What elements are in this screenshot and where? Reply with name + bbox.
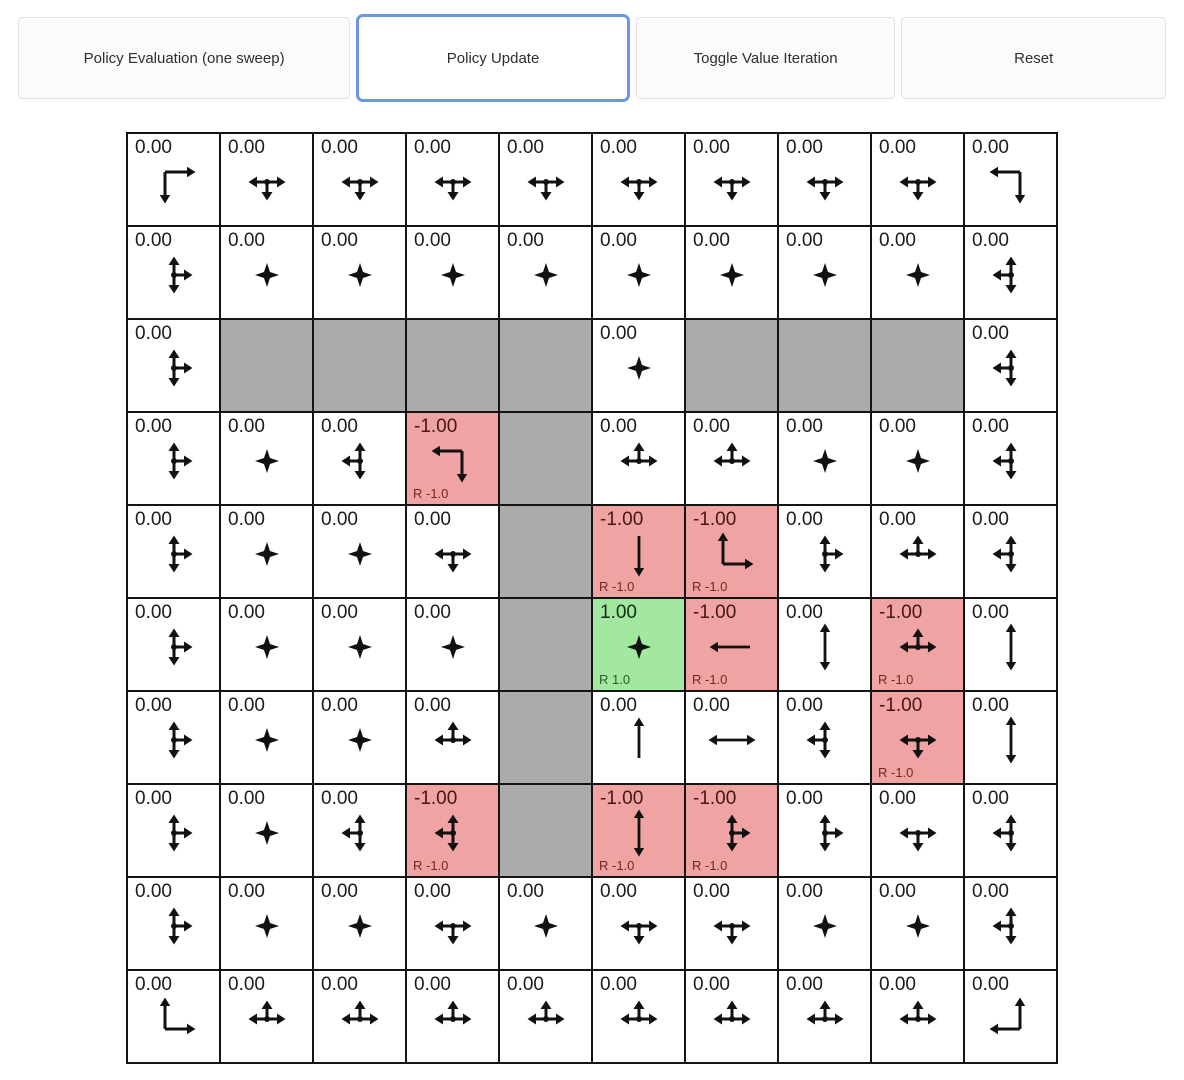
cell-value: 0.00	[600, 695, 637, 716]
grid-cell	[221, 227, 312, 318]
cell-reward-label: R -1.0	[692, 672, 728, 687]
wall-cell	[500, 692, 591, 783]
policy-arrows-icon	[330, 803, 390, 863]
policy-arrows-icon	[888, 803, 948, 863]
cell-value: 0.00	[600, 230, 637, 251]
grid-cell	[872, 878, 963, 969]
cell-value: -1.00	[414, 788, 458, 809]
cell-value: 0.00	[414, 230, 451, 251]
grid-cell	[686, 878, 777, 969]
grid-cell	[965, 506, 1056, 597]
grid-cell	[221, 878, 312, 969]
policy-arrows-icon	[330, 989, 390, 1049]
cell-value: 0.00	[228, 881, 265, 902]
cell-reward-label: R -1.0	[692, 579, 728, 594]
cell-value: 0.00	[321, 137, 358, 158]
grid-cell	[686, 599, 777, 690]
policy-arrows-icon	[981, 152, 1041, 212]
grid-cell	[779, 227, 870, 318]
policy-arrows-icon	[516, 989, 576, 1049]
grid-cell	[779, 878, 870, 969]
policy-arrows-icon	[237, 245, 297, 305]
grid-cell	[965, 413, 1056, 504]
grid-cell	[965, 320, 1056, 411]
policy-arrows-icon	[423, 710, 483, 770]
cell-value: 0.00	[879, 509, 916, 530]
grid-cell	[593, 878, 684, 969]
cell-value: 0.00	[414, 509, 451, 530]
gridworld	[126, 132, 1058, 1064]
policy-arrows-icon	[237, 896, 297, 956]
cell-value: 0.00	[972, 137, 1009, 158]
wall-cell	[500, 320, 591, 411]
cell-value: 0.00	[135, 881, 172, 902]
policy-arrows-icon	[330, 524, 390, 584]
policy-arrows-icon	[144, 896, 204, 956]
cell-value: 0.00	[321, 230, 358, 251]
cell-value: 0.00	[321, 695, 358, 716]
grid-cell	[407, 692, 498, 783]
grid-cell	[872, 506, 963, 597]
policy-evaluation-button[interactable]: Policy Evaluation (one sweep)	[18, 17, 350, 99]
cell-value: -1.00	[693, 509, 737, 530]
cell-value: 0.00	[693, 881, 730, 902]
policy-arrows-icon	[144, 431, 204, 491]
grid-cell	[128, 413, 219, 504]
policy-arrows-icon	[237, 152, 297, 212]
grid-cell	[965, 692, 1056, 783]
policy-arrows-icon	[609, 338, 669, 398]
grid-cell	[221, 413, 312, 504]
cell-value: 0.00	[972, 416, 1009, 437]
wall-cell	[500, 785, 591, 876]
policy-arrows-icon	[981, 245, 1041, 305]
grid-cell	[965, 599, 1056, 690]
cell-value: 0.00	[879, 230, 916, 251]
cell-value: 0.00	[321, 788, 358, 809]
cell-value: 0.00	[228, 509, 265, 530]
toggle-value-iteration-button[interactable]: Toggle Value Iteration	[636, 17, 896, 99]
cell-value: 0.00	[414, 602, 451, 623]
policy-arrows-icon	[144, 338, 204, 398]
wall-cell	[500, 599, 591, 690]
wall-cell	[872, 320, 963, 411]
cell-value: 0.00	[228, 137, 265, 158]
cell-value: 0.00	[507, 881, 544, 902]
cell-value: 0.00	[135, 509, 172, 530]
grid-cell	[128, 227, 219, 318]
grid-cell	[128, 320, 219, 411]
cell-value: 0.00	[693, 416, 730, 437]
cell-value: 0.00	[135, 137, 172, 158]
policy-arrows-icon	[609, 989, 669, 1049]
cell-value: -1.00	[693, 788, 737, 809]
policy-arrows-icon	[981, 896, 1041, 956]
grid-cell	[965, 878, 1056, 969]
policy-update-button[interactable]: Policy Update	[356, 14, 630, 102]
policy-arrows-icon	[237, 617, 297, 677]
grid-cell	[872, 971, 963, 1062]
policy-arrows-icon	[609, 710, 669, 770]
cell-value: 0.00	[786, 602, 823, 623]
grid-cell	[221, 971, 312, 1062]
cell-value: 0.00	[879, 416, 916, 437]
policy-arrows-icon	[423, 617, 483, 677]
cell-value: 0.00	[693, 974, 730, 995]
grid-cell	[686, 971, 777, 1062]
cell-value: 0.00	[135, 323, 172, 344]
wall-cell	[686, 320, 777, 411]
grid-cell	[593, 320, 684, 411]
cell-value: 0.00	[321, 416, 358, 437]
cell-value: 0.00	[600, 881, 637, 902]
cell-value: 0.00	[321, 881, 358, 902]
cell-value: 0.00	[135, 230, 172, 251]
policy-arrows-icon	[609, 431, 669, 491]
policy-arrows-icon	[330, 245, 390, 305]
wall-cell	[314, 320, 405, 411]
grid-cell	[314, 134, 405, 225]
policy-arrows-icon	[237, 989, 297, 1049]
cell-value: -1.00	[600, 509, 644, 530]
policy-arrows-icon	[330, 896, 390, 956]
grid-cell	[593, 413, 684, 504]
cell-value: 0.00	[786, 695, 823, 716]
grid-cell	[407, 134, 498, 225]
grid-cell	[314, 971, 405, 1062]
wall-cell	[500, 506, 591, 597]
policy-arrows-icon	[702, 803, 762, 863]
grid-cell	[872, 692, 963, 783]
policy-arrows-icon	[330, 431, 390, 491]
cell-value: 0.00	[972, 323, 1009, 344]
policy-arrows-icon	[330, 152, 390, 212]
grid-cell	[872, 227, 963, 318]
cell-value: 0.00	[135, 602, 172, 623]
cell-value: 0.00	[135, 974, 172, 995]
cell-value: 0.00	[972, 602, 1009, 623]
policy-arrows-icon	[237, 803, 297, 863]
policy-arrows-icon	[516, 245, 576, 305]
policy-arrows-icon	[609, 617, 669, 677]
grid-cell	[686, 506, 777, 597]
policy-arrows-icon	[981, 710, 1041, 770]
cell-value: 0.00	[693, 695, 730, 716]
cell-value: -1.00	[693, 602, 737, 623]
cell-value: 0.00	[786, 137, 823, 158]
policy-arrows-icon	[423, 896, 483, 956]
cell-value: 0.00	[228, 416, 265, 437]
cell-value: 0.00	[507, 230, 544, 251]
cell-value: -1.00	[879, 602, 923, 623]
policy-arrows-icon	[144, 710, 204, 770]
policy-arrows-icon	[795, 710, 855, 770]
policy-arrows-icon	[516, 152, 576, 212]
cell-value: 0.00	[600, 974, 637, 995]
policy-arrows-icon	[702, 245, 762, 305]
grid-cell	[314, 785, 405, 876]
cell-value: 0.00	[693, 230, 730, 251]
cell-reward-label: R -1.0	[878, 672, 914, 687]
grid-cell	[500, 227, 591, 318]
policy-arrows-icon	[609, 245, 669, 305]
cell-value: 0.00	[972, 788, 1009, 809]
grid-cell	[965, 134, 1056, 225]
cell-value: 0.00	[879, 881, 916, 902]
wall-cell	[407, 320, 498, 411]
grid-cell	[593, 785, 684, 876]
cell-value: 0.00	[135, 788, 172, 809]
cell-value: 0.00	[228, 695, 265, 716]
cell-value: -1.00	[879, 695, 923, 716]
policy-arrows-icon	[795, 245, 855, 305]
grid-cell	[221, 785, 312, 876]
policy-arrows-icon	[702, 524, 762, 584]
policy-arrows-icon	[702, 431, 762, 491]
grid-cell	[593, 506, 684, 597]
policy-arrows-icon	[888, 245, 948, 305]
grid-cell	[686, 227, 777, 318]
cell-value: 0.00	[972, 230, 1009, 251]
grid-cell	[314, 506, 405, 597]
grid-cell	[407, 785, 498, 876]
cell-value: 0.00	[693, 137, 730, 158]
policy-arrows-icon	[981, 431, 1041, 491]
grid-cell	[686, 692, 777, 783]
policy-arrows-icon	[981, 617, 1041, 677]
cell-value: 0.00	[786, 230, 823, 251]
grid-cell	[407, 599, 498, 690]
grid-cell	[407, 506, 498, 597]
grid-cell	[128, 971, 219, 1062]
grid-cell	[593, 134, 684, 225]
policy-arrows-icon	[330, 710, 390, 770]
gridworld-container	[126, 132, 1058, 1064]
grid-cell	[221, 506, 312, 597]
cell-value: -1.00	[600, 788, 644, 809]
policy-arrows-icon	[423, 152, 483, 212]
grid-cell	[779, 599, 870, 690]
cell-reward-label: R -1.0	[878, 765, 914, 780]
cell-value: 0.00	[228, 974, 265, 995]
policy-arrows-icon	[144, 617, 204, 677]
cell-value: 0.00	[321, 602, 358, 623]
policy-arrows-icon	[144, 989, 204, 1049]
grid-cell	[965, 971, 1056, 1062]
cell-value: 0.00	[321, 974, 358, 995]
policy-arrows-icon	[144, 803, 204, 863]
grid-cell	[779, 785, 870, 876]
policy-arrows-icon	[795, 896, 855, 956]
policy-arrows-icon	[795, 524, 855, 584]
cell-value: 0.00	[228, 788, 265, 809]
grid-cell	[779, 971, 870, 1062]
grid-cell	[965, 227, 1056, 318]
grid-cell	[500, 971, 591, 1062]
grid-cell	[128, 134, 219, 225]
cell-reward-label: R -1.0	[413, 486, 449, 501]
grid-cell	[500, 878, 591, 969]
grid-cell	[221, 134, 312, 225]
grid-cell	[593, 971, 684, 1062]
policy-arrows-icon	[144, 245, 204, 305]
policy-arrows-icon	[330, 617, 390, 677]
cell-reward-label: R -1.0	[692, 858, 728, 873]
toolbar	[0, 0, 1184, 102]
cell-value: 0.00	[879, 788, 916, 809]
cell-value: 0.00	[786, 509, 823, 530]
grid-cell	[500, 134, 591, 225]
grid-cell	[314, 227, 405, 318]
policy-arrows-icon	[888, 152, 948, 212]
grid-cell	[779, 134, 870, 225]
cell-reward-label: R -1.0	[599, 579, 635, 594]
policy-arrows-icon	[888, 431, 948, 491]
policy-arrows-icon	[795, 431, 855, 491]
grid-cell	[128, 878, 219, 969]
grid-cell	[407, 227, 498, 318]
policy-arrows-icon	[702, 896, 762, 956]
policy-arrows-icon	[702, 989, 762, 1049]
policy-arrows-icon	[702, 710, 762, 770]
cell-value: 0.00	[972, 881, 1009, 902]
policy-arrows-icon	[795, 803, 855, 863]
grid-cell	[407, 413, 498, 504]
grid-cell	[128, 599, 219, 690]
cell-value: 0.00	[321, 509, 358, 530]
policy-arrows-icon	[888, 617, 948, 677]
policy-arrows-icon	[609, 896, 669, 956]
cell-value: -1.00	[414, 416, 458, 437]
grid-cell	[221, 692, 312, 783]
grid-cell	[314, 413, 405, 504]
policy-arrows-icon	[423, 431, 483, 491]
policy-arrows-icon	[609, 152, 669, 212]
cell-value: 0.00	[972, 695, 1009, 716]
policy-arrows-icon	[423, 989, 483, 1049]
policy-arrows-icon	[609, 524, 669, 584]
wall-cell	[221, 320, 312, 411]
grid-cell	[314, 692, 405, 783]
policy-arrows-icon	[888, 710, 948, 770]
policy-arrows-icon	[516, 896, 576, 956]
grid-cell	[779, 506, 870, 597]
grid-cell	[686, 413, 777, 504]
cell-value: 1.00	[600, 602, 637, 623]
cell-value: 0.00	[972, 509, 1009, 530]
cell-value: 0.00	[600, 416, 637, 437]
policy-arrows-icon	[609, 803, 669, 863]
cell-value: 0.00	[135, 695, 172, 716]
cell-reward-label: R 1.0	[599, 672, 631, 687]
policy-arrows-icon	[702, 617, 762, 677]
policy-arrows-icon	[981, 338, 1041, 398]
grid-cell	[314, 599, 405, 690]
cell-value: 0.00	[135, 416, 172, 437]
grid-cell	[965, 785, 1056, 876]
grid-cell	[779, 692, 870, 783]
wall-cell	[500, 413, 591, 504]
grid-cell	[872, 413, 963, 504]
reset-button[interactable]: Reset	[901, 17, 1166, 99]
grid-cell	[593, 692, 684, 783]
policy-arrows-icon	[795, 617, 855, 677]
cell-value: 0.00	[600, 137, 637, 158]
policy-arrows-icon	[981, 989, 1041, 1049]
cell-value: 0.00	[414, 881, 451, 902]
cell-value: 0.00	[879, 974, 916, 995]
cell-value: 0.00	[414, 137, 451, 158]
policy-arrows-icon	[888, 989, 948, 1049]
grid-cell	[686, 134, 777, 225]
policy-arrows-icon	[237, 431, 297, 491]
policy-arrows-icon	[981, 524, 1041, 584]
grid-cell	[593, 599, 684, 690]
policy-arrows-icon	[237, 710, 297, 770]
policy-arrows-icon	[795, 989, 855, 1049]
grid-cell	[686, 785, 777, 876]
cell-value: 0.00	[414, 695, 451, 716]
cell-value: 0.00	[228, 230, 265, 251]
policy-arrows-icon	[423, 803, 483, 863]
grid-cell	[779, 413, 870, 504]
cell-value: 0.00	[507, 974, 544, 995]
policy-arrows-icon	[144, 524, 204, 584]
grid-cell	[314, 878, 405, 969]
grid-cell	[872, 785, 963, 876]
grid-cell	[407, 971, 498, 1062]
grid-cell	[407, 878, 498, 969]
policy-arrows-icon	[237, 524, 297, 584]
policy-arrows-icon	[888, 524, 948, 584]
policy-arrows-icon	[144, 152, 204, 212]
cell-reward-label: R -1.0	[413, 858, 449, 873]
cell-value: 0.00	[972, 974, 1009, 995]
cell-value: 0.00	[228, 602, 265, 623]
cell-value: 0.00	[507, 137, 544, 158]
grid-cell	[128, 692, 219, 783]
policy-arrows-icon	[888, 896, 948, 956]
grid-cell	[593, 227, 684, 318]
grid-cell	[128, 506, 219, 597]
cell-value: 0.00	[786, 881, 823, 902]
cell-value: 0.00	[786, 974, 823, 995]
policy-arrows-icon	[423, 524, 483, 584]
policy-arrows-icon	[795, 152, 855, 212]
cell-value: 0.00	[879, 137, 916, 158]
wall-cell	[779, 320, 870, 411]
policy-arrows-icon	[981, 803, 1041, 863]
cell-value: 0.00	[414, 974, 451, 995]
cell-value: 0.00	[600, 323, 637, 344]
cell-value: 0.00	[786, 788, 823, 809]
grid-cell	[128, 785, 219, 876]
policy-arrows-icon	[702, 152, 762, 212]
grid-cell	[872, 134, 963, 225]
grid-cell	[872, 599, 963, 690]
cell-value: 0.00	[786, 416, 823, 437]
policy-arrows-icon	[423, 245, 483, 305]
cell-reward-label: R -1.0	[599, 858, 635, 873]
grid-cell	[221, 599, 312, 690]
